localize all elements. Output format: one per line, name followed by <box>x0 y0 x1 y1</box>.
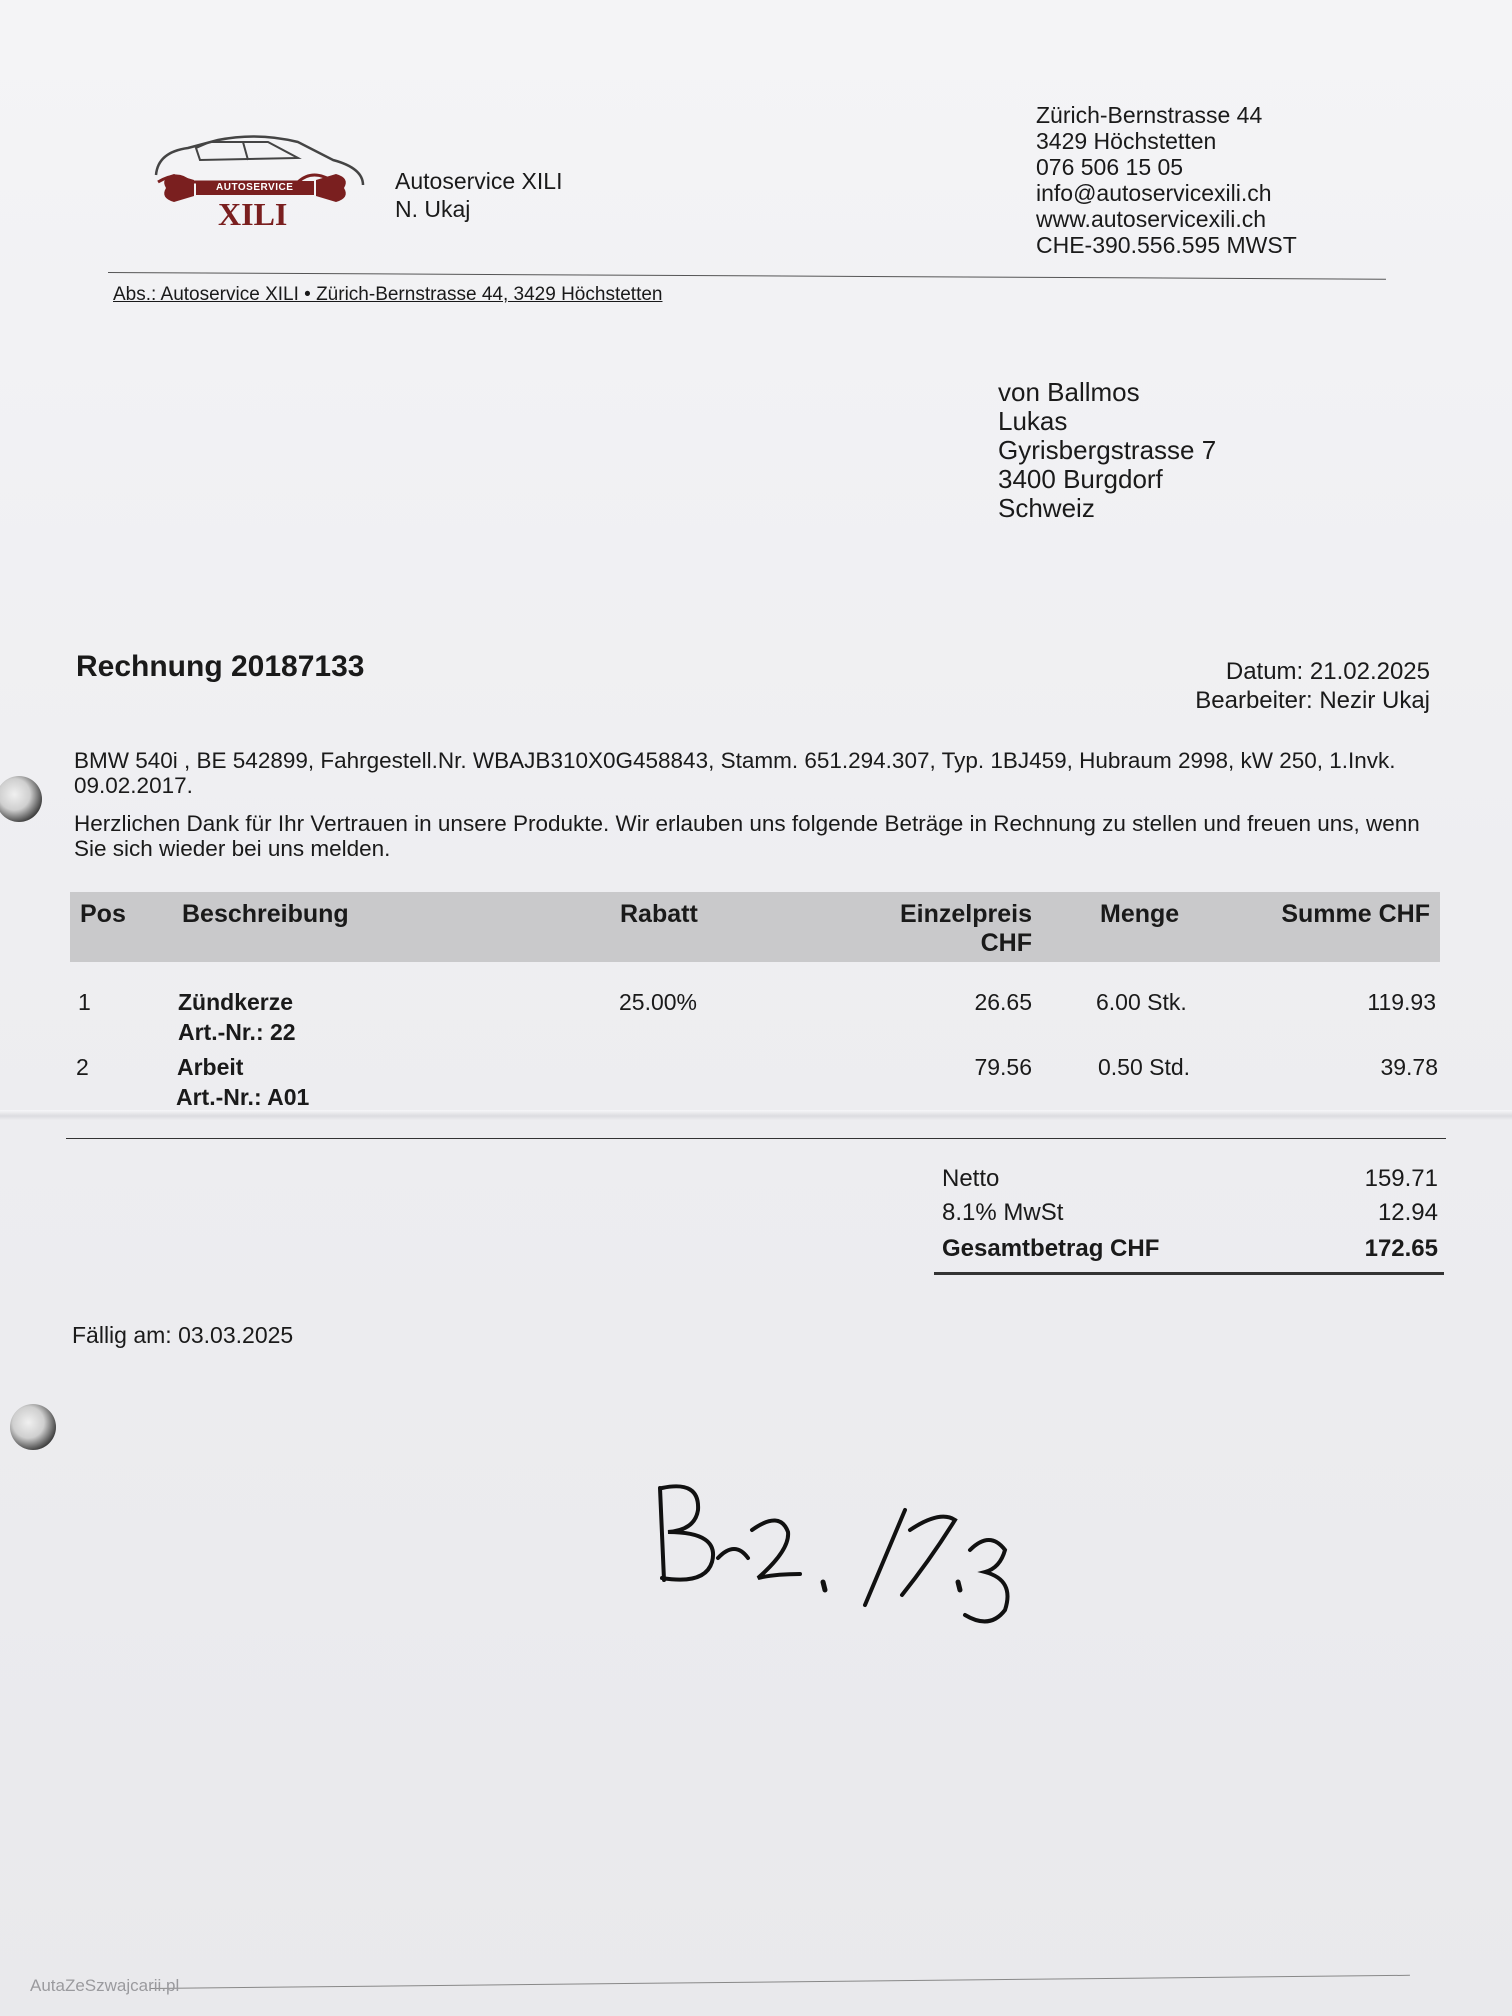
company-city: 3429 Höchstetten <box>1036 128 1217 154</box>
net-label: Netto <box>942 1165 1000 1192</box>
recipient-line-1: von Ballmos <box>998 377 1140 407</box>
net-value: 159.71 <box>1364 1165 1438 1192</box>
recipient-line-3: Gyrisbergstrasse 7 <box>998 435 1217 465</box>
logo-small-text: AUTOSERVICE <box>216 182 294 193</box>
total-label: Gesamtbetrag CHF <box>942 1235 1160 1262</box>
vat-line <box>942 1194 1438 1232</box>
company-name-block <box>395 167 562 223</box>
totals-block <box>942 1160 1438 1268</box>
row-pos: 1 <box>78 989 91 1015</box>
totals-divider <box>66 1138 1446 1139</box>
row-quantity: 0.50 Std. <box>1098 1054 1191 1080</box>
total-line <box>942 1230 1438 1268</box>
header-description: Beschreibung <box>182 900 349 928</box>
table-header <box>70 892 1440 962</box>
row-sum: 119.93 <box>1367 989 1436 1015</box>
invoice-handler: Bearbeiter: Nezir Ukaj <box>1195 687 1430 714</box>
total-underline <box>934 1272 1444 1275</box>
company-contact-block <box>1036 102 1297 258</box>
watermark: AutaZeSzwajcarii.pl <box>30 1976 180 1995</box>
company-web: www.autoservicexili.ch <box>1036 206 1267 232</box>
header-unit-price-currency: CHF <box>980 929 1032 957</box>
invoice-title: Rechnung 20187133 <box>76 650 365 683</box>
binder-hole <box>10 1404 56 1450</box>
row-sum: 39.78 <box>1380 1054 1438 1080</box>
row-unit-price: 79.56 <box>974 1054 1032 1080</box>
binder-hole <box>0 776 42 822</box>
header-divider <box>108 272 1386 280</box>
header-pos: Pos <box>80 900 126 928</box>
row-description: Zündkerze <box>178 989 294 1015</box>
recipient-line-5: Schweiz <box>998 493 1095 523</box>
row-discount: 25.00% <box>619 989 698 1015</box>
net-line <box>942 1160 1438 1198</box>
company-logo <box>148 130 378 240</box>
company-owner: N. Ukaj <box>395 196 471 222</box>
due-date: Fällig am: 03.03.2025 <box>72 1322 294 1348</box>
header-discount: Rabatt <box>620 900 698 928</box>
header-sum: Summe CHF <box>1281 900 1430 928</box>
company-phone: 076 506 15 05 <box>1036 154 1184 180</box>
total-value: 172.65 <box>1364 1235 1438 1262</box>
invoice-date: Datum: 21.02.2025 <box>1225 658 1430 685</box>
row-unit-price: 26.65 <box>974 989 1032 1015</box>
recipient-line-2: Lukas <box>998 406 1068 436</box>
recipient-line-4: 3400 Burgdorf <box>998 464 1163 494</box>
bottom-rule <box>150 1975 1410 1989</box>
logo-big-text: XILI <box>218 196 288 232</box>
vat-value: 12.94 <box>1377 1199 1438 1226</box>
row-article: Art.-Nr.: 22 <box>178 1019 296 1045</box>
header-unit-price <box>870 900 1032 958</box>
row-quantity: 6.00 Stk. <box>1096 989 1187 1015</box>
company-email: info@autoservicexili.ch <box>1036 180 1272 206</box>
company-vat: CHE-390.556.595 MWST <box>1036 232 1297 258</box>
vehicle-details: BMW 540i , BE 542899, Fahrgestell.Nr. WBAJB310X0G458843, Stamm. 651.294.307, Typ. 1BJ459, Hubraum 2998, kW 250, 1.Invk. 09.02.2017. <box>74 748 1396 798</box>
recipient-address <box>998 378 1216 523</box>
row-article: Art.-Nr.: A01 <box>176 1084 310 1110</box>
company-name: Autoservice XILI <box>395 168 563 194</box>
handwritten-note <box>640 1470 1120 1640</box>
header-unit-price-label: Einzelpreis <box>900 900 1032 928</box>
vat-label: 8.1% MwSt <box>942 1199 1064 1226</box>
header-quantity: Menge <box>1100 900 1180 928</box>
company-street: Zürich-Bernstrasse 44 <box>1036 102 1263 128</box>
row-pos: 2 <box>76 1054 89 1080</box>
invoice-meta <box>1100 657 1430 715</box>
paper-fold <box>0 1110 1512 1120</box>
intro-text: Herzlichen Dank für Ihr Vertrauen in unsere Produkte. Wir erlauben uns folgende Beträge in Rechnung zu stellen und freuen uns, wenn Sie sich wieder bei uns melden. <box>74 811 1420 861</box>
row-description: Arbeit <box>177 1054 244 1080</box>
sender-line: Abs.: Autoservice XILI • Zürich-Bernstrasse 44, 3429 Höchstetten <box>113 284 663 305</box>
